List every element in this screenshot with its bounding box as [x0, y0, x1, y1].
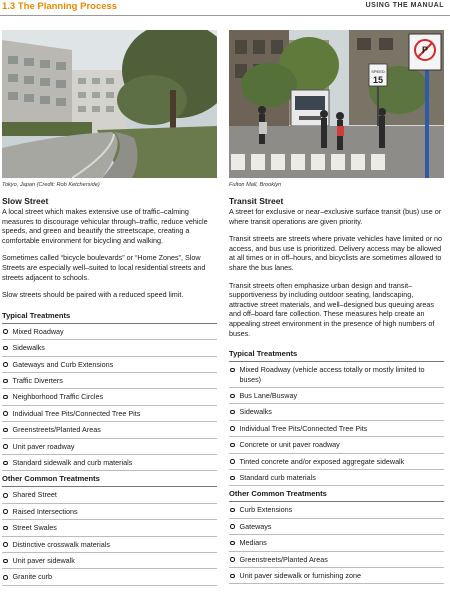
- transit-street-column: [229, 30, 444, 584]
- bullet-icon: [3, 461, 8, 466]
- bullet-icon: [3, 542, 8, 547]
- bullet-icon: [230, 508, 235, 513]
- bullet-icon: [230, 443, 235, 448]
- page-header: [0, 0, 450, 16]
- bullet-icon: [230, 476, 235, 481]
- slow-street-paragraph: Sometimes called “bicycle boulevards” or “Home Zones”, Slow Streets are especially well–suited to local residential streets and streets adjacent to schools.: [2, 253, 206, 282]
- bullet-icon: [3, 329, 8, 334]
- bullet-icon: [3, 559, 8, 564]
- list-item: Sidewalks: [2, 340, 217, 356]
- header-divider: [0, 15, 450, 16]
- list-item: Unit paver roadway: [2, 439, 217, 455]
- speed-sign-word: SPEED: [371, 69, 385, 74]
- transit-street-photo-caption: Fulton Mall, Brooklyn: [229, 182, 282, 188]
- list-item: Individual Tree Pits/Connected Tree Pits: [229, 421, 444, 437]
- list-item: Raised Intersections: [2, 504, 217, 520]
- speed-sign-number: 15: [372, 75, 384, 85]
- list-item: Medians: [229, 535, 444, 551]
- bullet-icon: [230, 410, 235, 415]
- list-item: Shared Street: [2, 487, 217, 503]
- bullet-icon: [3, 346, 8, 351]
- slow-other-treatments-heading: Other Common Treatments: [2, 471, 217, 487]
- bullet-icon: [230, 541, 235, 546]
- bullet-icon: [3, 493, 8, 498]
- section-title: 1.3 The Planning Process: [2, 1, 118, 12]
- list-item: Bus Lane/Busway: [229, 388, 444, 404]
- list-item: Individual Tree Pits/Connected Tree Pits: [2, 406, 217, 422]
- list-item: Unit paver sidewalk or furnishing zone: [229, 568, 444, 584]
- list-item: Granite curb: [2, 569, 217, 585]
- svg-text:P: P: [421, 45, 429, 55]
- slow-street-paragraph: A local street which makes extensive use of traffic–calming measures to discourage vehicular through–traffic, reduce vehicle speeds, and green and beautify the streetscape, creating a comfortable environment for bicycling and walking.: [2, 207, 208, 245]
- bullet-icon: [3, 362, 8, 367]
- transit-street-paragraph: Transit streets are streets where private vehicles have limited or no access, and bus use is prioritized. Delivery access may be allowed at all times or in off–hours, and bicyclists are sometimes allowed to share the bus lanes.: [229, 234, 443, 272]
- bullet-icon: [3, 428, 8, 433]
- slow-street-photo-caption: Tokyo, Japan (Credit: Rob Ketcherside): [2, 182, 100, 188]
- bullet-icon: [3, 395, 8, 400]
- transit-typical-treatments-heading: Typical Treatments: [229, 349, 444, 362]
- list-item: Traffic Diverters: [2, 373, 217, 389]
- list-item: Distinctive crosswalk materials: [2, 537, 217, 553]
- slow-street-column: [2, 30, 217, 586]
- list-item: Mixed Roadway: [2, 324, 217, 340]
- list-item: Greenstreets/Planted Areas: [229, 552, 444, 568]
- slow-street-title: Slow Street: [2, 196, 49, 206]
- list-item: Concrete or unit paver roadway: [229, 437, 444, 453]
- list-item: Street Swales: [2, 520, 217, 536]
- manual-label: USING THE MANUAL: [365, 2, 444, 9]
- transit-street-title: Transit Street: [229, 196, 284, 206]
- bullet-icon: [3, 444, 8, 449]
- bullet-icon: [230, 368, 235, 373]
- bullet-icon: [230, 557, 235, 562]
- bullet-icon: [230, 426, 235, 431]
- list-item: Mixed Roadway (vehicle access totally or mostly limited to buses): [229, 362, 444, 388]
- slow-typical-treatments-heading: Typical Treatments: [2, 311, 217, 324]
- bullet-icon: [3, 526, 8, 531]
- transit-street-photo-art: [229, 30, 444, 178]
- slow-street-paragraph: Slow streets should be paired with a reduced speed limit.: [2, 290, 184, 300]
- transit-other-treatments-heading: Other Common Treatments: [229, 486, 444, 502]
- bullet-icon: [230, 459, 235, 464]
- transit-street-paragraph: A street for exclusive or near–exclusive surface transit (bus) use or where transit operations are given priority.: [229, 207, 442, 226]
- bullet-icon: [3, 509, 8, 514]
- bullet-icon: [230, 574, 235, 579]
- bullet-icon: [230, 394, 235, 399]
- list-item: Greenstreets/Planted Areas: [2, 422, 217, 438]
- list-item: Neighborhood Traffic Circles: [2, 389, 217, 405]
- list-item: Unit paver sidewalk: [2, 553, 217, 569]
- list-item: Standard curb materials: [229, 470, 444, 486]
- list-item: Standard sidewalk and curb materials: [2, 455, 217, 471]
- transit-street-paragraph: Transit streets often emphasize urban design and transit–supportiveness by including outdoor seating, landscaping, attractive street materials, and well–designed bus queuing areas and off–board fare collection. These measures help create an appealing street environment in the presence of high numbers of buses.: [229, 280, 435, 338]
- list-item: Sidewalks: [229, 404, 444, 420]
- bullet-icon: [3, 379, 8, 384]
- bullet-icon: [230, 524, 235, 529]
- transit-street-photo: [229, 30, 444, 178]
- list-item: Gateways and Curb Extensions: [2, 357, 217, 373]
- bullet-icon: [3, 575, 8, 580]
- bullet-icon: [3, 411, 8, 416]
- list-item: Gateways: [229, 519, 444, 535]
- slow-street-photo: [2, 30, 217, 178]
- list-item: Tinted concrete and/or exposed aggregate sidewalk: [229, 454, 444, 470]
- slow-street-photo-art: [2, 30, 217, 178]
- list-item: Curb Extensions: [229, 502, 444, 518]
